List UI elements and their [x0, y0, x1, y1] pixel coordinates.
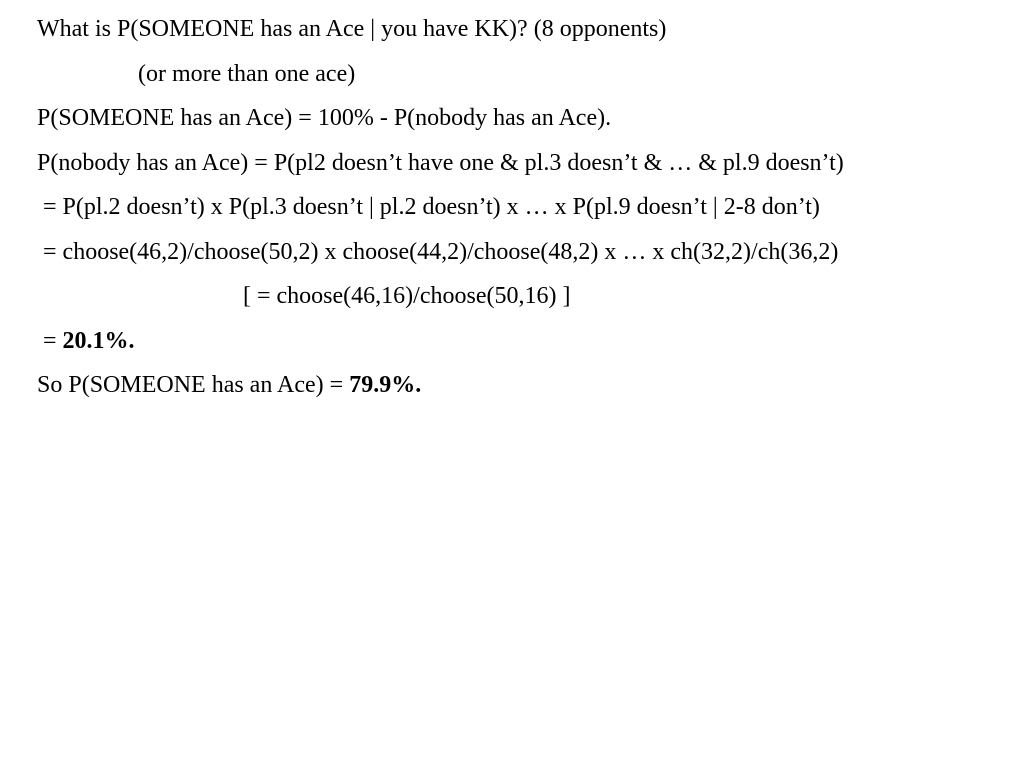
nobody-result-line: [43, 327, 135, 355]
nobody-result-value: 20.1%.: [62, 328, 135, 354]
complement-rule: P(SOMEONE has an Ace) = 100% - P(nobody has an Ace).: [37, 105, 612, 131]
simplified-form: [ = choose(46,16)/choose(50,16) ]: [243, 283, 571, 309]
conclusion-prefix: So P(SOMEONE has an Ace) =: [37, 372, 350, 398]
choose-product-step: = choose(46,2)/choose(50,2) x choose(44,2)/choose(48,2) x … x ch(32,2)/ch(36,2): [43, 239, 839, 265]
chain-rule-step: = P(pl.2 doesn’t) x P(pl.3 doesn’t | pl.2 doesn’t) x … x P(pl.9 doesn’t | 2-8 don’t): [43, 194, 820, 220]
question-note: (or more than one ace): [138, 61, 356, 87]
result-prefix: =: [43, 328, 63, 354]
nobody-definition: P(nobody has an Ace) = P(pl2 doesn’t have one & pl.3 doesn’t & … & pl.9 doesn’t): [37, 150, 844, 176]
someone-result-value: 79.9%.: [349, 372, 422, 398]
question-line: What is P(SOMEONE has an Ace | you have KK)? (8 opponents): [37, 16, 667, 42]
someone-result-line: [37, 371, 421, 399]
